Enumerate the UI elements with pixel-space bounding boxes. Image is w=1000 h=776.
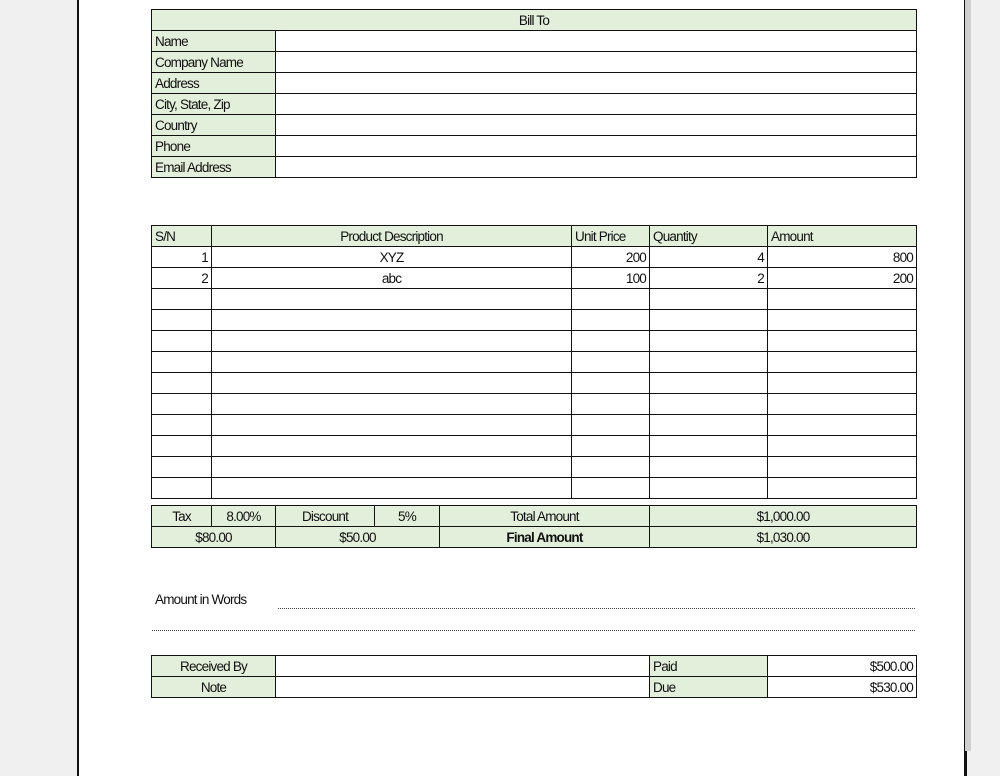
- row-sn[interactable]: 2: [152, 268, 212, 289]
- page-shadow: [965, 0, 971, 751]
- cell[interactable]: [768, 310, 917, 331]
- cell[interactable]: [650, 415, 768, 436]
- cell[interactable]: [768, 478, 917, 499]
- cell[interactable]: [212, 394, 572, 415]
- table-row: [152, 247, 917, 268]
- bill-to-label-company: Company Name: [152, 52, 276, 73]
- cell[interactable]: [650, 310, 768, 331]
- cell[interactable]: [650, 289, 768, 310]
- bill-to-value-phone[interactable]: [276, 136, 917, 157]
- empty-row: [152, 373, 917, 394]
- row-amount[interactable]: 800: [768, 247, 917, 268]
- row-unit-price[interactable]: 100: [572, 268, 650, 289]
- cell[interactable]: [212, 415, 572, 436]
- cell[interactable]: [650, 331, 768, 352]
- total-amount-label: Total Amount: [440, 506, 650, 527]
- items-table: [151, 225, 917, 499]
- bill-to-value-city[interactable]: [276, 94, 917, 115]
- total-amount-value: $1,000.00: [650, 506, 917, 527]
- row-quantity[interactable]: 2: [650, 268, 768, 289]
- discount-label: Discount: [276, 506, 375, 527]
- tax-value: $80.00: [152, 527, 276, 548]
- note-label: Note: [152, 677, 276, 698]
- row-sn[interactable]: 1: [152, 247, 212, 268]
- cell[interactable]: [152, 352, 212, 373]
- cell[interactable]: [212, 310, 572, 331]
- row-description[interactable]: abc: [212, 268, 572, 289]
- cell[interactable]: [152, 457, 212, 478]
- header-description: Product Description: [212, 226, 572, 247]
- cell[interactable]: [768, 457, 917, 478]
- paid-label: Paid: [650, 656, 768, 677]
- empty-row: [152, 415, 917, 436]
- cell[interactable]: [768, 436, 917, 457]
- header-quantity: Quantity: [650, 226, 768, 247]
- bill-to-label-country: Country: [152, 115, 276, 136]
- cell[interactable]: [572, 457, 650, 478]
- row-quantity[interactable]: 4: [650, 247, 768, 268]
- note-field[interactable]: [276, 677, 650, 698]
- cell[interactable]: [152, 289, 212, 310]
- cell[interactable]: [650, 394, 768, 415]
- cell[interactable]: [650, 478, 768, 499]
- bill-to-label-name: Name: [152, 31, 276, 52]
- amount-in-words-line-1[interactable]: [278, 608, 915, 609]
- due-label: Due: [650, 677, 768, 698]
- cell[interactable]: [572, 289, 650, 310]
- row-description[interactable]: XYZ: [212, 247, 572, 268]
- cell[interactable]: [152, 436, 212, 457]
- cell[interactable]: [650, 436, 768, 457]
- empty-row: [152, 478, 917, 499]
- discount-value: $50.00: [276, 527, 440, 548]
- empty-row: [152, 436, 917, 457]
- cell[interactable]: [572, 415, 650, 436]
- cell[interactable]: [212, 352, 572, 373]
- amount-in-words-line-2[interactable]: [152, 630, 915, 631]
- cell[interactable]: [152, 310, 212, 331]
- discount-rate[interactable]: 5%: [375, 506, 440, 527]
- cell[interactable]: [572, 394, 650, 415]
- row-unit-price[interactable]: 200: [572, 247, 650, 268]
- bill-to-value-company[interactable]: [276, 52, 917, 73]
- cell[interactable]: [650, 352, 768, 373]
- final-amount-label: Final Amount: [440, 527, 650, 548]
- tax-rate[interactable]: 8.00%: [212, 506, 276, 527]
- bill-to-label-address: Address: [152, 73, 276, 94]
- bill-to-value-email[interactable]: [276, 157, 917, 178]
- cell[interactable]: [152, 394, 212, 415]
- cell[interactable]: [768, 415, 917, 436]
- cell[interactable]: [212, 457, 572, 478]
- bill-to-header: Bill To: [152, 10, 917, 31]
- empty-row: [152, 331, 917, 352]
- empty-row: [152, 394, 917, 415]
- header-unit-price: Unit Price: [572, 226, 650, 247]
- cell[interactable]: [768, 352, 917, 373]
- cell[interactable]: [768, 373, 917, 394]
- cell[interactable]: [650, 457, 768, 478]
- cell[interactable]: [650, 373, 768, 394]
- cell[interactable]: [768, 394, 917, 415]
- cell[interactable]: [212, 373, 572, 394]
- cell[interactable]: [572, 331, 650, 352]
- cell[interactable]: [572, 352, 650, 373]
- received-table: [151, 655, 917, 698]
- cell[interactable]: [212, 289, 572, 310]
- received-by-field[interactable]: [276, 656, 650, 677]
- paid-value[interactable]: $500.00: [768, 656, 917, 677]
- received-by-label: Received By: [152, 656, 276, 677]
- cell[interactable]: [768, 289, 917, 310]
- cell[interactable]: [152, 415, 212, 436]
- header-sn: S/N: [152, 226, 212, 247]
- bill-to-label-city: City, State, Zip: [152, 94, 276, 115]
- final-amount-value: $1,030.00: [650, 527, 917, 548]
- bill-to-value-country[interactable]: [276, 115, 917, 136]
- cell[interactable]: [572, 436, 650, 457]
- due-value: $530.00: [768, 677, 917, 698]
- cell[interactable]: [152, 478, 212, 499]
- totals-table: [151, 505, 917, 548]
- empty-row: [152, 289, 917, 310]
- cell[interactable]: [768, 331, 917, 352]
- cell[interactable]: [572, 310, 650, 331]
- cell[interactable]: [572, 478, 650, 499]
- table-row: [152, 268, 917, 289]
- bill-to-table: [151, 9, 917, 178]
- cell[interactable]: [212, 478, 572, 499]
- empty-row: [152, 457, 917, 478]
- row-amount[interactable]: 200: [768, 268, 917, 289]
- bill-to-label-email: Email Address: [152, 157, 276, 178]
- empty-row: [152, 352, 917, 373]
- header-amount: Amount: [768, 226, 917, 247]
- amount-in-words-label: Amount in Words: [155, 592, 247, 607]
- cell[interactable]: [572, 373, 650, 394]
- cell[interactable]: [212, 331, 572, 352]
- tax-label: Tax: [152, 506, 212, 527]
- bill-to-value-address[interactable]: [276, 73, 917, 94]
- bill-to-label-phone: Phone: [152, 136, 276, 157]
- empty-row: [152, 310, 917, 331]
- cell[interactable]: [152, 331, 212, 352]
- cell[interactable]: [212, 436, 572, 457]
- bill-to-value-name[interactable]: [276, 31, 917, 52]
- cell[interactable]: [152, 373, 212, 394]
